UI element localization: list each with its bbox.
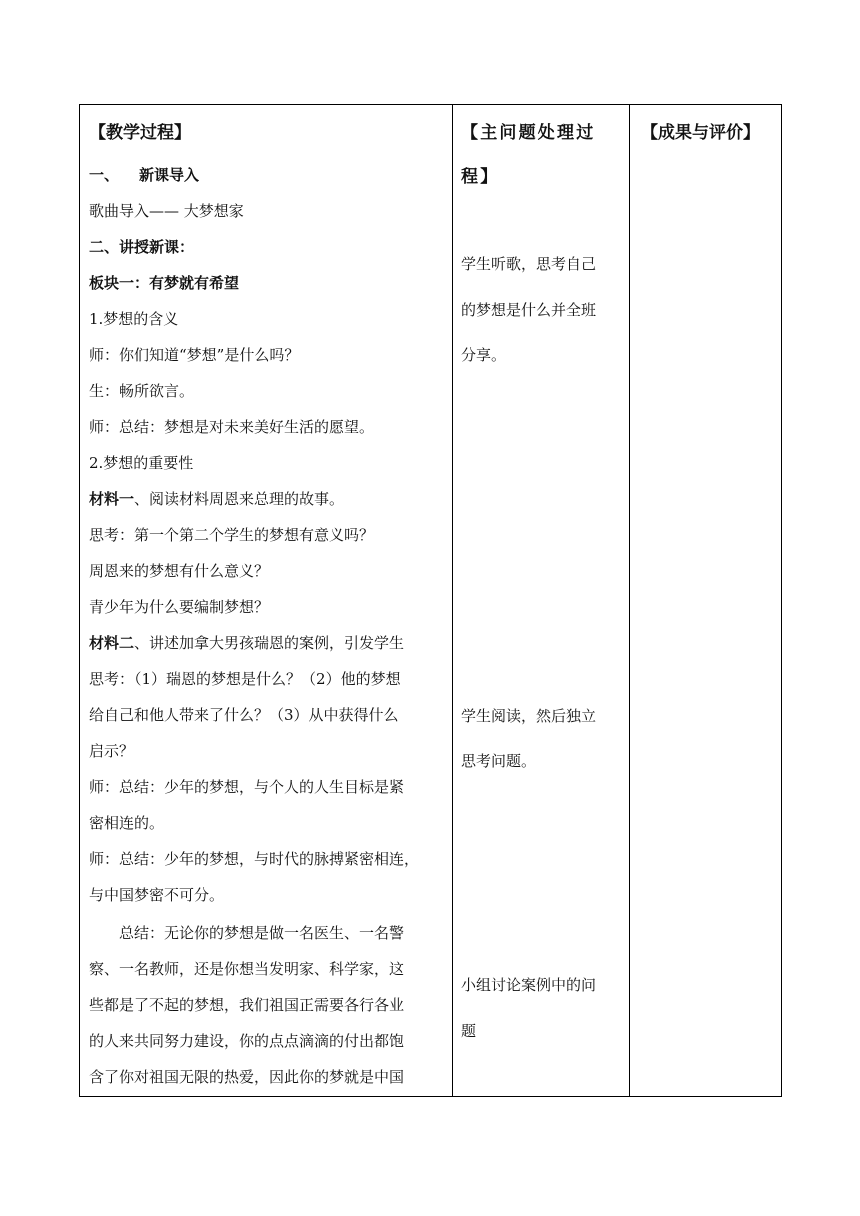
- teacher-summary-3-line-1: 师：总结：少年的梦想，与时代的脉搏紧密相连，: [89, 850, 420, 868]
- summary-line-3: 些都是了不起的梦想，我们祖国正需要各行各业: [89, 996, 405, 1014]
- think-question-1: 思考：第一个第二个学生的梦想有意义吗？: [89, 526, 375, 544]
- question-handling-header-line-1: 【主问题处理过: [461, 123, 596, 143]
- teaching-process-header: 【教学过程】: [89, 123, 191, 143]
- summary-line-1: 总结：无论你的梦想是做一名医生、一名警: [119, 924, 405, 942]
- lesson-plan-table: [79, 104, 782, 1097]
- handling-2-line-1: 学生阅读，然后独立: [461, 707, 597, 725]
- block-1-title: 板块一：有梦就有希望: [89, 274, 240, 292]
- summary-line-2: 察、一名教师，还是你想当发明家、科学家，这: [89, 960, 405, 978]
- summary-line-4: 的人来共同努力建设，你的点点滴滴的付出都饱: [89, 1032, 405, 1050]
- point-1: 1.梦想的含义: [89, 310, 179, 328]
- student-answer-1: 生：畅所欲言。: [89, 382, 195, 400]
- section-2-title: 二、讲授新课：: [89, 238, 195, 256]
- handling-3-line-1: 小组讨论案例中的问: [461, 976, 597, 994]
- song-intro: 歌曲导入—— 大梦想家: [89, 202, 244, 220]
- evaluation-header: 【成果与评价】: [641, 123, 760, 143]
- material-2-line-3: 给自己和他人带来了什么？（3）从中获得什么: [89, 706, 399, 724]
- point-2: 2.梦想的重要性: [89, 454, 194, 472]
- material-1-text: 、阅读材料周恩来总理的故事。: [134, 490, 345, 508]
- handling-1-line-3: 分享。: [461, 346, 507, 364]
- material-1: [89, 488, 344, 509]
- material-2: [89, 632, 404, 653]
- material-2-line-4: 启示？: [89, 742, 135, 760]
- material-2-text: 、讲述加拿大男孩瑞恩的案例，引发学生: [134, 634, 405, 652]
- think-question-3: 青少年为什么要编制梦想？: [89, 598, 270, 616]
- handling-1-line-1: 学生听歌，思考自己: [461, 255, 597, 273]
- column-divider-1: [452, 105, 453, 1096]
- teacher-summary-3-line-2: 与中国梦密不可分。: [89, 886, 225, 904]
- handling-2-line-2: 思考问题。: [461, 752, 537, 770]
- material-2-line-2: 思考：（1）瑞恩的梦想是什么？（2）他的梦想: [89, 670, 401, 688]
- section-1-title: 新课导入: [139, 166, 200, 184]
- material-1-label: 材料一: [89, 490, 135, 508]
- column-divider-2: [629, 105, 630, 1096]
- question-handling-header-line-2: 程】: [461, 167, 500, 187]
- material-2-label: 材料二: [89, 634, 135, 652]
- section-1-number: 一、: [89, 166, 120, 184]
- summary-line-5: 含了你对祖国无限的热爱，因此你的梦就是中国: [89, 1068, 405, 1086]
- think-question-2: 周恩来的梦想有什么意义？: [89, 562, 270, 580]
- handling-1-line-2: 的梦想是什么并全班: [461, 301, 597, 319]
- teacher-summary-1: 师：总结：梦想是对未来美好生活的愿望。: [89, 418, 375, 436]
- handling-3-line-2: 题: [461, 1022, 477, 1040]
- teacher-summary-2-line-2: 密相连的。: [89, 814, 165, 832]
- teacher-summary-2-line-1: 师：总结：少年的梦想，与个人的人生目标是紧: [89, 778, 405, 796]
- teacher-question-1: 师：你们知道“梦想”是什么吗？: [89, 346, 300, 364]
